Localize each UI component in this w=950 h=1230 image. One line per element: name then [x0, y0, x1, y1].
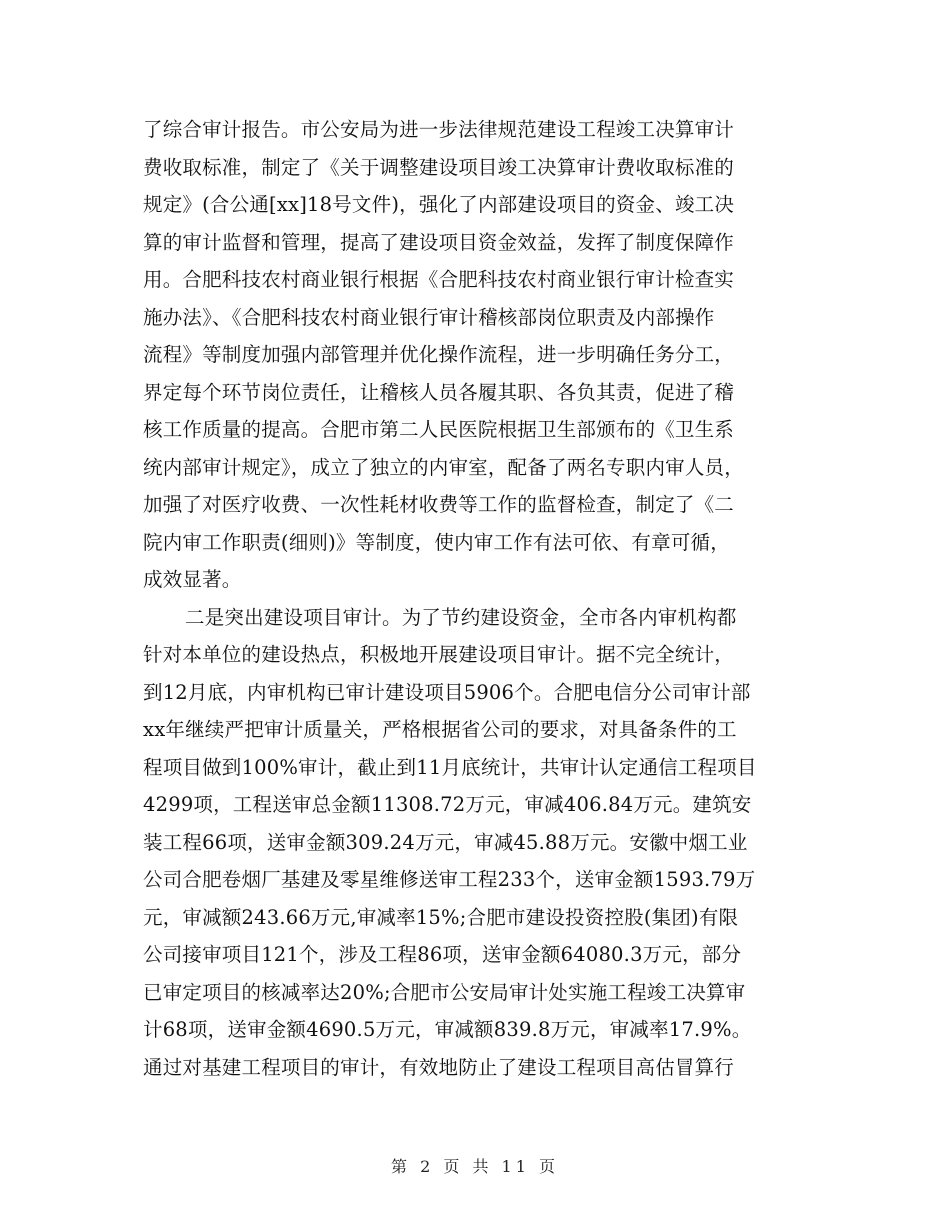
text-line: 统内部审计规定》，成立了独立的内审室，配备了两名专职内审人员， — [143, 455, 744, 479]
text-line: 装工程66项，送审金额309.24万元，审减45.88万元。安徽中烟工业 — [143, 830, 748, 854]
text-line: 规定》(合公通[xx]18号文件)，强化了内部建设项目的资金、竣工决 — [143, 193, 735, 216]
page-number-footer: 第 2 页 共 11 页 — [391, 1157, 559, 1176]
text-line: 界定每个环节岗位责任，让稽核人员各履其职、各负其责，促进了稽 — [143, 380, 735, 404]
text-line: 针对本单位的建设热点，积极地开展建设项目审计。据不完全统计， — [143, 643, 735, 666]
text-line: 公司接审项目121个，涉及工程86项，送审金额64080.3万元，部分 — [143, 943, 742, 966]
text-line: 程项目做到100%审计，截止到11月底统计，共审计认定通信工程项目 — [143, 755, 757, 779]
text-line: 加强了对医疗收费、一次性耗材收费等工作的监督检查，制定了《二 — [143, 493, 735, 516]
text-line: 算的审计监督和管理，提高了建设项目资金效益，发挥了制度保障作 — [143, 230, 735, 254]
text-line: 成效显著。 — [143, 568, 242, 591]
text-line: 公司合肥卷烟厂基建及零星维修送审工程233个，送审金额1593.79万 — [143, 868, 756, 891]
text-line: 计68项，送审金额4690.5万元，审减额839.8万元，审减率17.9%。 — [143, 1018, 752, 1041]
text-line: 了综合审计报告。市公安局为进一步法律规范建设工程竣工决算审计 — [143, 118, 735, 141]
body-text — [143, 111, 815, 1086]
text-line: 用。合肥科技农村商业银行根据《合肥科技农村商业银行审计检查实 — [143, 268, 735, 291]
text-line: 费收取标准，制定了《关于调整建设项目竣工决算审计费收取标准的 — [143, 155, 735, 179]
text-line: 流程》等制度加强内部管理并优化操作流程，进一步明确任务分工， — [143, 343, 735, 366]
text-line: 到12月底，内审机构已审计建设项目5906个。合肥电信分公司审计部 — [143, 680, 751, 704]
text-line: 元，审减额243.66万元,审减率15%;合肥市建设投资控股(集团)有限 — [143, 905, 739, 929]
text-line: xx年继续严把审计质量关，严格根据省公司的要求，对具备条件的工 — [143, 718, 737, 741]
paragraph-start-line: 二是突出建设项目审计。为了节约建设资金，全市各内审机构都 — [185, 605, 737, 629]
text-line: 已审定项目的核减率达20%;合肥市公安局审计处实施工程竣工决算审 — [143, 980, 746, 1004]
text-line: 4299项，工程送审总金额11308.72万元，审减406.84万元。建筑安 — [143, 793, 752, 816]
text-line: 院内审工作职责(细则)》等制度，使内审工作有法可依、有章可循， — [143, 530, 730, 554]
text-line: 核工作质量的提高。合肥市第二人民医院根据卫生部颁布的《卫生系 — [143, 418, 735, 441]
text-line: 通过对基建工程项目的审计，有效地防止了建设工程项目高估冒算行 — [143, 1055, 735, 1079]
text-line: 施办法》、《合肥科技农村商业银行审计稽核部岗位职责及内部操作 — [143, 305, 715, 329]
